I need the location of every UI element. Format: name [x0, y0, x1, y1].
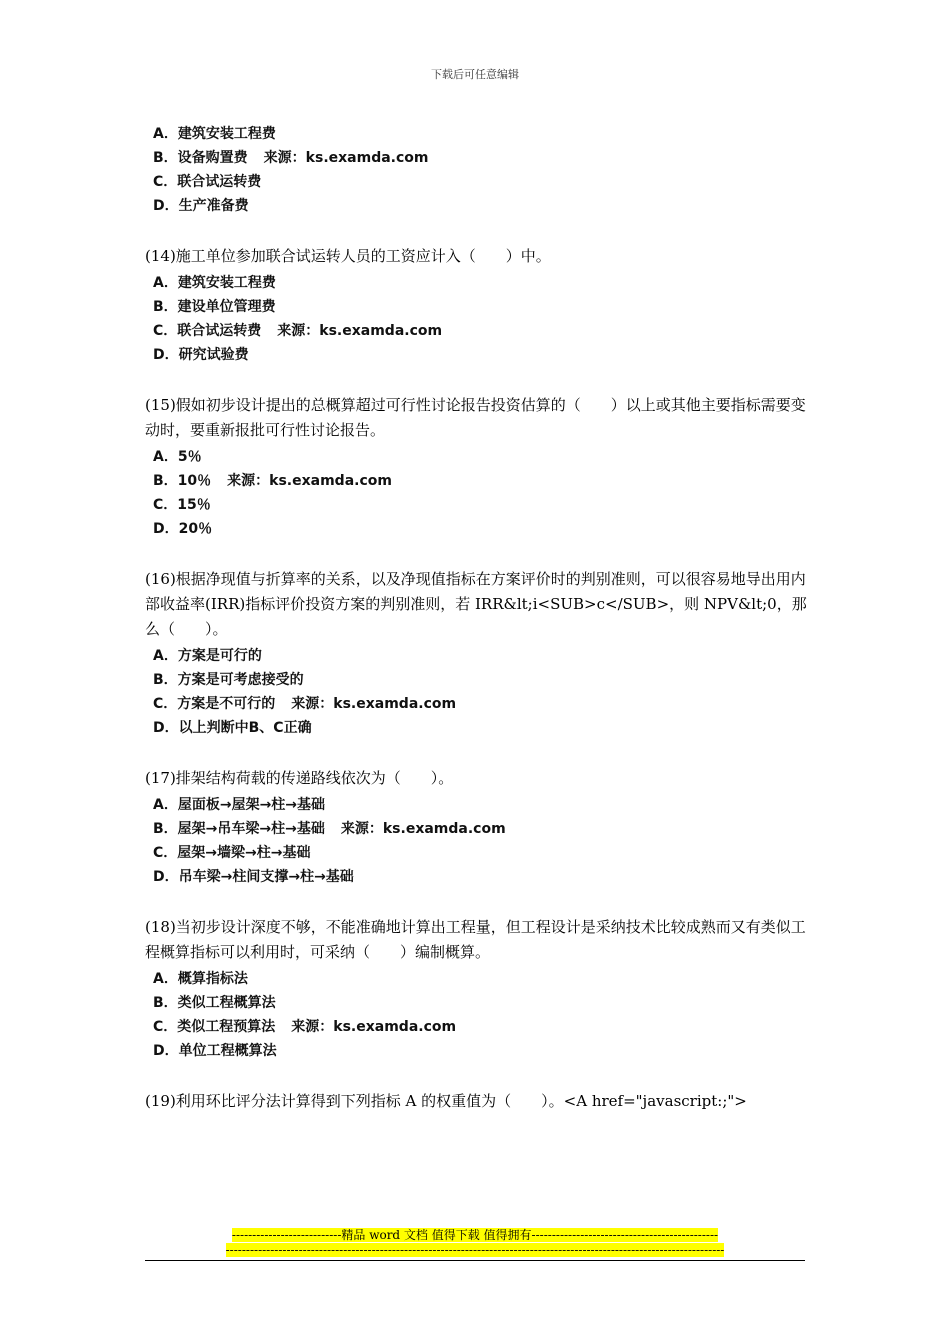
option-b: B．10％ 来源：ks.examda.com: [153, 473, 392, 489]
option-b: B．方案是可考虑接受的: [153, 672, 304, 688]
footer-dash-line: ---------------------------------------------------------------------------------------------------------------------------: [225, 1243, 725, 1257]
question-block-continued: [145, 122, 810, 218]
option-d: D．吊车梁→柱间支撑→柱→基础: [153, 869, 354, 885]
source-note: 来源：ks.examda.com: [277, 323, 443, 339]
option-d: D．以上判断中B、C正确: [153, 720, 312, 736]
question-stem: (15)假如初步设计提出的总概算超过可行性讨论报告投资估算的（ ）以上或其他主要指标需要变动时，要重新报批可行性讨论报告。: [145, 396, 806, 439]
question-stem: (14)施工单位参加联合试运转人员的工资应计入（ ）中。: [145, 247, 551, 265]
option-c: C．联合试运转费: [153, 174, 262, 190]
option-c: C．屋架→墙梁→柱→基础: [153, 845, 311, 861]
option-a: A．屋面板→屋架→柱→基础: [153, 797, 326, 813]
source-note: 来源：ks.examda.com: [227, 473, 392, 489]
option-c: C．方案是不可行的 来源：ks.examda.com: [153, 696, 457, 712]
option-b: B．建设单位管理费: [153, 299, 276, 315]
option-c: C．联合试运转费 来源：ks.examda.com: [153, 323, 443, 339]
option-a: A．方案是可行的: [153, 648, 262, 664]
option-c: C．类似工程预算法 来源：ks.examda.com: [153, 1019, 457, 1035]
option-b: B．设备购置费 来源：ks.examda.com: [153, 150, 429, 166]
option-b: B．类似工程概算法: [153, 995, 276, 1011]
document-body: [145, 122, 810, 1116]
question-17: [145, 766, 810, 889]
option-c: C．15％: [153, 497, 211, 513]
question-15: [145, 393, 810, 541]
source-note: 来源：ks.examda.com: [340, 821, 506, 837]
option-a: A．概算指标法: [153, 971, 248, 987]
option-d: D．单位工程概算法: [153, 1043, 277, 1059]
option-b: B．屋架→吊车梁→柱→基础 来源：ks.examda.com: [153, 821, 506, 837]
source-note: 来源：ks.examda.com: [291, 1019, 457, 1035]
question-14: [145, 244, 810, 367]
option-d: D．20％: [153, 521, 213, 537]
option-d: D．研究试验费: [153, 347, 249, 363]
question-stem: (19)利用环比评分法计算得到下列指标 A 的权重值为（ ）。<A href="javascript:;">: [145, 1092, 747, 1110]
option-a: A．5％: [153, 449, 202, 465]
option-d: D．生产准备费: [153, 198, 249, 214]
source-note: 来源：ks.examda.com: [263, 150, 429, 166]
question-16: [145, 567, 810, 740]
question-stem: (18)当初步设计深度不够，不能准确地计算出工程量，但工程设计是采纳技术比较成熟而又有类似工程概算指标可以利用时，可采纳（ ）编制概算。: [145, 918, 806, 961]
question-stem: (17)排架结构荷载的传递路线依次为（ ）。: [145, 769, 454, 787]
page-header: 下载后可任意编辑: [431, 68, 519, 81]
option-a: A．建筑安装工程费: [153, 126, 276, 142]
footer-banner: ---------------------------精品 word 文档 值得下载 值得拥有----------------------------------------------: [231, 1228, 719, 1242]
footer-rule: [145, 1260, 805, 1261]
question-18: [145, 915, 810, 1063]
option-a: A．建筑安装工程费: [153, 275, 276, 291]
question-19: [145, 1089, 810, 1114]
question-stem: (16)根据净现值与折算率的关系，以及净现值指标在方案评价时的判别准则，可以很容易地导出用内部收益率(IRR)指标评价投资方案的判别准则，若 IRR&lt;i<SUB>c</SUB>，则 NPV&lt;0，那么（ ）。: [145, 570, 807, 638]
source-note: 来源：ks.examda.com: [291, 696, 457, 712]
page-footer: [145, 1228, 805, 1261]
